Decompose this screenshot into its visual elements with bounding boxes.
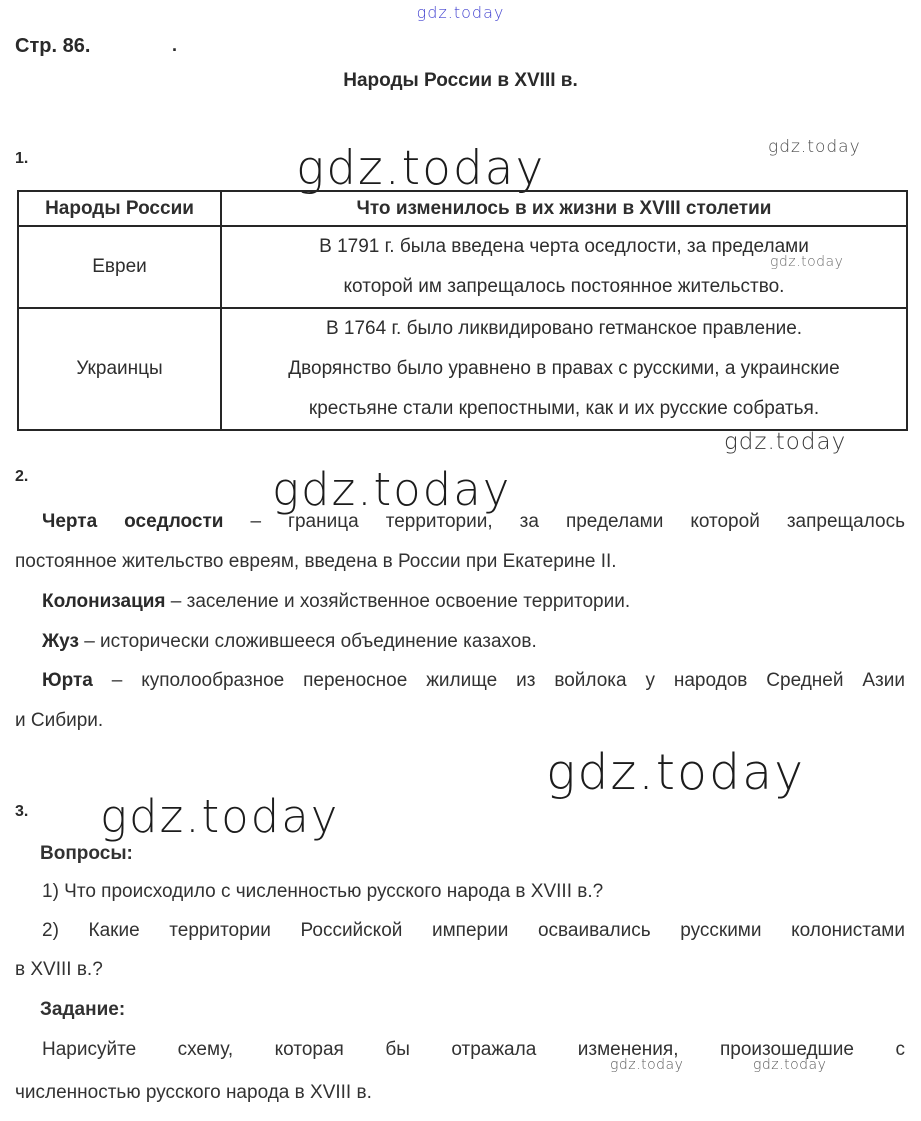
definition-line bbox=[15, 551, 905, 573]
watermark-over-table: gdz.today bbox=[296, 141, 546, 196]
table-cell-people: Евреи bbox=[18, 226, 221, 308]
task-text: Нарисуйте схему, которая бы отражала изменения, произошедшие с bbox=[42, 1039, 905, 1060]
definition-term: Юрта bbox=[42, 670, 93, 691]
watermark-section-3-right: gdz.today bbox=[546, 744, 806, 801]
table-header-peoples: Народы России bbox=[18, 191, 221, 226]
section-1-number: 1. bbox=[15, 150, 29, 167]
definition-text: – заселение и хозяйственное освоение территории. bbox=[165, 591, 631, 612]
definition-line bbox=[15, 631, 905, 653]
watermark-in-table: gdz.today bbox=[770, 254, 844, 270]
peoples-table bbox=[17, 190, 908, 431]
table-cell-line: В 1791 г. была введена черта оседлости, за пределами bbox=[319, 236, 809, 257]
task-line-2: численностью русского народа в XVIII в. bbox=[15, 1082, 372, 1103]
definition-text: постоянное жительство евреям, введена в России при Екатерине II. bbox=[15, 551, 617, 572]
stray-dot: . bbox=[172, 35, 178, 55]
definition-term: Жуз bbox=[42, 631, 79, 652]
question-2-line-1 bbox=[15, 920, 905, 942]
table-cell-line: которой им запрещалось постоянное жительство. bbox=[343, 276, 785, 297]
page-title: Народы России в XVIII в. bbox=[343, 70, 578, 91]
definition-text: и Сибири. bbox=[15, 710, 104, 731]
table-cell-line: Дворянство было уравнено в правах с русскими, а украинские bbox=[288, 358, 840, 379]
watermark-section-3-left: gdz.today bbox=[100, 790, 340, 843]
table-cell-line: В 1764 г. было ликвидировано гетманское правление. bbox=[325, 318, 803, 339]
section-3-number: 3. bbox=[15, 803, 29, 820]
watermark-section-2: gdz.today bbox=[272, 463, 512, 516]
definition-term: Черта оседлости bbox=[42, 511, 224, 532]
definition-line bbox=[15, 511, 905, 533]
watermark-below-table: gdz.today bbox=[724, 429, 847, 455]
section-2-number: 2. bbox=[15, 468, 29, 485]
watermark-bottom-left: gdz.today bbox=[610, 1057, 684, 1073]
watermark-bottom-right: gdz.today bbox=[753, 1057, 827, 1073]
definition-line bbox=[15, 591, 905, 613]
question-1: 1) Что происходило с численностью русского народа в XVIII в.? bbox=[42, 881, 604, 902]
table-header-changes: Что изменилось в их жизни в XVIII столетии bbox=[221, 191, 907, 226]
table-row bbox=[18, 308, 907, 430]
definition-text: – исторически сложившееся объединение казахов. bbox=[78, 631, 537, 652]
task-label: Задание: bbox=[40, 999, 126, 1020]
questions-label: Вопросы: bbox=[40, 843, 133, 864]
table-header-row bbox=[18, 191, 907, 226]
table-cell-line: крестьяне стали крепостными, как и их русские собратья. bbox=[308, 398, 820, 419]
watermark-right-top: gdz.today bbox=[768, 137, 861, 157]
definition-line bbox=[15, 710, 905, 732]
definition-text: – куполообразное переносное жилище из войлока у народов Средней Азии bbox=[92, 670, 905, 691]
question-2-text: 2) Какие территории Российской империи осваивались русскими колонистами bbox=[42, 920, 905, 941]
watermark-top: gdz.today bbox=[416, 3, 505, 22]
definition-term: Колонизация bbox=[42, 591, 166, 612]
page-number-label: Стр. 86. bbox=[15, 35, 91, 57]
question-2-line-2: в XVIII в.? bbox=[15, 959, 103, 980]
table-cell-changes bbox=[221, 308, 907, 430]
table-cell-people: Украинцы bbox=[18, 308, 221, 430]
definition-text: – граница территории, за пределами которой запрещалось bbox=[223, 511, 905, 532]
definition-line bbox=[15, 670, 905, 692]
